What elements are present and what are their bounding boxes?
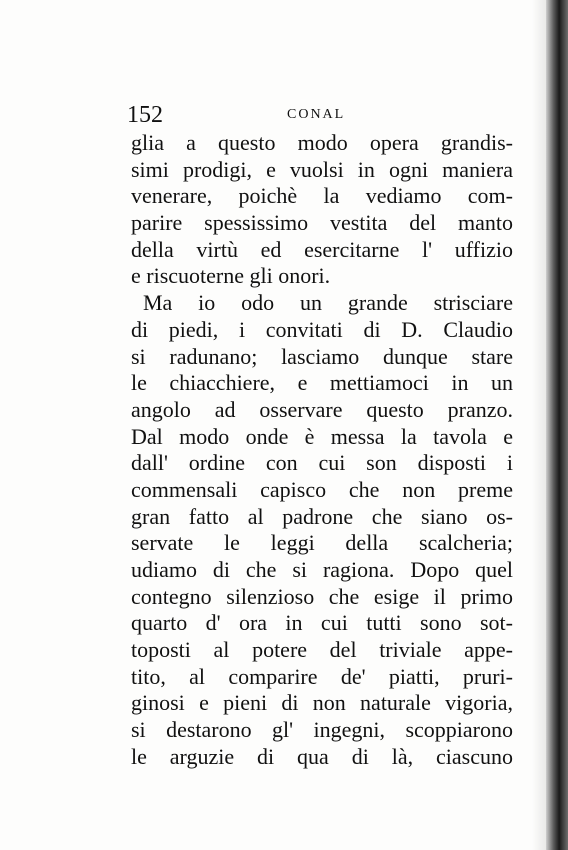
- text-line: si destarono gl' ingegni, scoppiarono: [131, 717, 513, 743]
- text-line: angolo ad osservare questo pranzo.: [131, 396, 513, 422]
- text-line: toposti al potere del triviale appe-: [131, 637, 513, 663]
- text-line: servate le leggi della scalcheria;: [131, 530, 513, 556]
- text-line: di piedi, i convitati di D. Claudio: [131, 316, 513, 342]
- text-line: ginosi e pieni di non naturale vigoria,: [131, 690, 513, 716]
- text-line: contegno silenzioso che esige il primo: [131, 583, 513, 609]
- text-line: quarto d' ora in cui tutti sono sot-: [131, 610, 513, 636]
- body-text: [131, 130, 513, 771]
- text-line: gran fatto al padrone che siano os-: [131, 503, 513, 529]
- text-line: della virtù ed esercitarne l' uffizio: [131, 236, 513, 262]
- text-line: venerare, poichè la vediamo com-: [131, 183, 513, 209]
- paragraph-start-line: Ma io odo un grande strisciare: [143, 290, 513, 316]
- text-line: dall' ordine con cui son disposti i: [131, 450, 513, 476]
- text-line: si radunano; lasciamo dunque stare: [131, 343, 513, 369]
- text-line: glia a questo modo opera grandis-: [131, 130, 513, 155]
- text-line: le chiacchiere, e mettiamoci in un: [131, 370, 513, 396]
- text-line: e riscuoterne gli onori.: [131, 263, 331, 289]
- text-line: Dal modo onde è messa la tavola e: [131, 423, 513, 449]
- text-line: parire spessissimo vestita del manto: [131, 210, 513, 236]
- text-line: udiamo di che si ragiona. Dopo quel: [131, 557, 513, 582]
- binding-edge: [546, 0, 568, 850]
- text-line: simi prodigi, e vuolsi in ogni maniera: [131, 156, 513, 182]
- text-line: commensali capisco che non preme: [131, 476, 513, 502]
- text-line: le arguzie di qua di là, ciascuno: [131, 743, 513, 769]
- page-number: 152: [127, 102, 163, 128]
- text-line: tito, al comparire de' piatti, pruri-: [131, 663, 513, 689]
- page-header: [127, 101, 512, 129]
- running-title: CONAL: [287, 107, 346, 122]
- binding-shadow: [532, 0, 546, 850]
